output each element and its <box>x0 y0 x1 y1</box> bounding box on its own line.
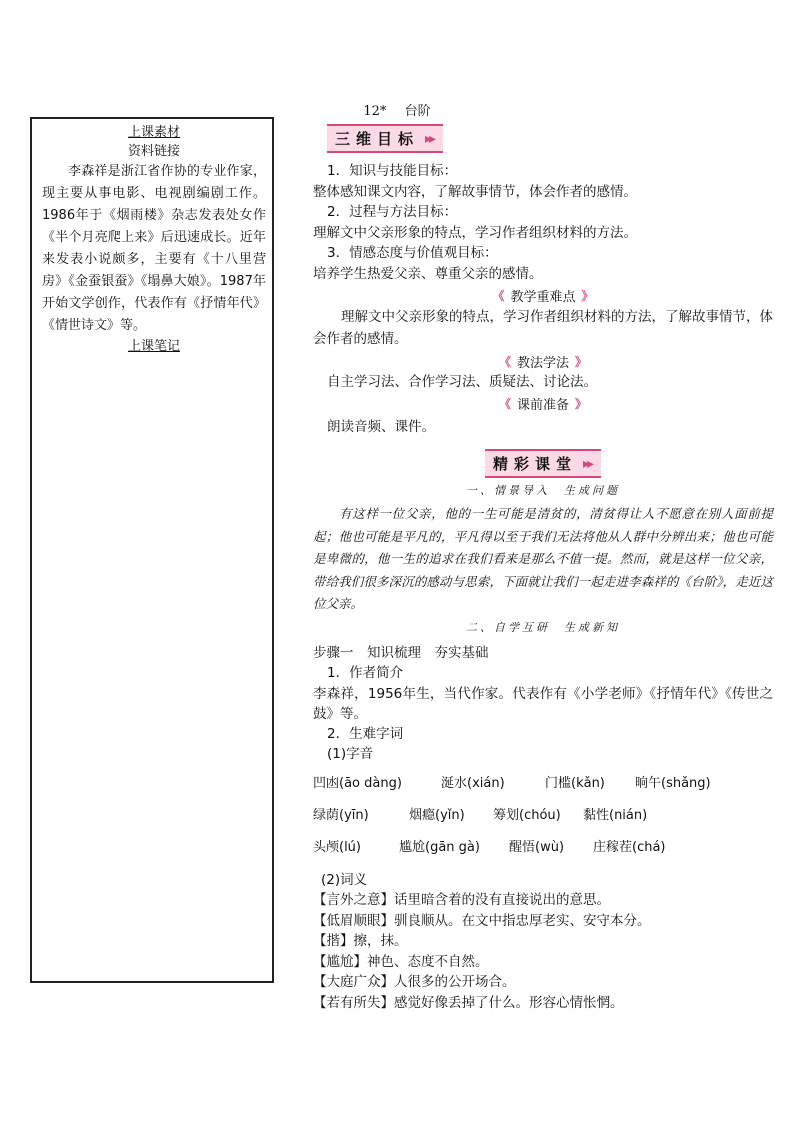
pron-item: 黏性(nián) <box>583 807 648 823</box>
pron-item: 头颅(lú) <box>313 839 361 855</box>
pron-item: 筹划(chóu) <box>493 807 561 823</box>
pron-item: 凹凼(āo dàng) <box>313 775 402 791</box>
meaning-def: 话里暗含着的没有直接说出的意思。 <box>394 892 610 908</box>
pron-item: 晌午(shǎng) <box>635 775 711 791</box>
right-chevron-icon: 》 <box>575 354 588 369</box>
pron-item: 涎水(xián) <box>441 775 505 791</box>
goal-line: 3．情感态度与价值观目标： <box>327 245 498 261</box>
meaning-item <box>313 911 773 932</box>
meaning-def: 驯良顺从。在文中指忠厚老实、安守本分。 <box>394 912 651 929</box>
goals-banner <box>327 124 443 153</box>
intro-paragraph: 有这样一位父亲，他的一生可能是清贫的，清贫得让人不愿意在别人面前提起；他也可能是平凡的，平凡得以至于我们无法将他从人群中分辨出来；他也可能是卑微的，他一生的追求在我们看来是那么不值一提。然而，就是这样一位父亲，带给我们很多深沉的感动与思索，下面就让我们一起走进李森祥的《台阶》，走近这位父亲。 <box>313 506 773 611</box>
left-chevron-icon: 《 <box>498 354 511 369</box>
right-chevron-icon: 》 <box>581 288 594 303</box>
meaning-def: 人很多的公开场合。 <box>394 974 516 990</box>
meaning-word: 【揩】 <box>313 933 354 949</box>
pron-item: 尴尬(gān gà) <box>399 839 480 855</box>
goals-list <box>313 161 773 284</box>
left-chevron-icon: 《 <box>498 397 511 411</box>
methods-pill <box>313 352 773 370</box>
meaning-item <box>313 972 773 993</box>
meaning-word: 【尴尬】 <box>313 953 367 970</box>
author-heading: 1．作者简介 <box>327 665 404 681</box>
goal-line: 1．知识与技能目标： <box>327 163 458 179</box>
left-chevron-icon: 《 <box>492 288 505 303</box>
meaning-item <box>313 993 773 1014</box>
lesson-number: 12* <box>363 104 387 119</box>
author-intro: 李森祥，1956年生，当代作家。代表作有《小学老师》《抒情年代》《传世之鼓》等。 <box>313 685 773 722</box>
pron-item: 绿荫(yīn) <box>313 807 369 823</box>
double-arrow-icon: ▸▸ <box>425 130 434 147</box>
meaning-def: 感觉好像丢掉了什么。形容心情怅惘。 <box>394 994 624 1011</box>
section-heading-1: 一、情景导入 生成问题 <box>466 484 620 497</box>
meaning-item <box>313 952 773 973</box>
classroom-banner <box>485 449 601 478</box>
prep-pill <box>313 395 773 413</box>
sidebar-notes <box>30 117 274 983</box>
meaning-def: 神色、态度不自然。 <box>367 953 489 970</box>
notes-title: 上课笔记 <box>127 339 180 354</box>
meaning-def: 擦，抹。 <box>353 933 408 949</box>
pron-item: 庄稼茬(chá) <box>593 839 666 855</box>
pron-item: 烟瘾(yǐn) <box>409 807 465 823</box>
meaning-word: 【大庭广众】 <box>313 974 394 990</box>
goals-banner-label: 三维目标 <box>335 130 420 148</box>
pron-heading: (1)字音 <box>327 746 374 762</box>
methods-text: 自主学习法、合作学习法、质疑法、讨论法。 <box>327 374 597 390</box>
step-one: 步骤一 知识梳理 夯实基础 <box>313 644 489 661</box>
meanings-list <box>313 890 773 1013</box>
pron-item: 醒悟(wù) <box>509 839 565 855</box>
material-title: 上课素材 <box>127 125 180 140</box>
goals-banner-wrap <box>313 124 773 153</box>
double-arrow-icon: ▸▸ <box>582 455 592 472</box>
meaning-item <box>313 890 773 911</box>
goal-line: 理解文中父亲形象的特点，学习作者组织材料的方法。 <box>313 224 637 241</box>
words-heading: 2．生难字词 <box>327 725 404 742</box>
pron-row <box>313 806 773 826</box>
classroom-banner-label: 精彩课堂 <box>492 455 577 473</box>
right-chevron-icon: 》 <box>575 397 588 411</box>
prep-label: 课前准备 <box>516 398 569 413</box>
goal-line: 培养学生热爱父亲、尊重父亲的感情。 <box>313 265 543 282</box>
pron-row <box>313 774 773 794</box>
meaning-item <box>313 931 773 952</box>
meaning-word: 【言外之意】 <box>313 892 394 908</box>
keypoints-pill <box>313 286 773 304</box>
meaning-heading: (2)词义 <box>321 871 368 888</box>
main-content <box>313 120 773 1013</box>
keypoints-text: 理解文中父亲形象的特点，学习作者组织材料的方法，了解故事情节，体会作者的感情。 <box>313 309 773 347</box>
goal-line: 整体感知课文内容，了解故事情节，体会作者的感情。 <box>313 183 637 200</box>
prep-text: 朗读音频、课件。 <box>327 418 435 435</box>
classroom-banner-wrap <box>313 449 773 478</box>
keypoints-label: 教学重难点 <box>510 289 576 305</box>
section-heading-2: 二、自学互研 生成新知 <box>466 620 620 634</box>
meaning-word: 【若有所失】 <box>313 994 394 1011</box>
methods-label: 教法学法 <box>516 355 569 371</box>
link-title: 资料链接 <box>127 144 180 159</box>
goal-line: 2．过程与方法目标： <box>327 204 458 220</box>
meaning-word: 【低眉顺眼】 <box>313 912 394 929</box>
author-bio: 李森祥是浙江省作协的专业作家，现主要从事电影、电视剧编剧工作。1986年于《烟雨楼》杂志发表处女作《半个月亮爬上来》后迅速成长。近年来发表小说颇多，主要有《十八里营房》《金蚕银蚕》《塌鼻大娘》。1987年开始文学创作，代表作有《抒情年代》《情世诗文》等。 <box>42 164 266 333</box>
pron-item: 门槛(kǎn) <box>545 775 605 791</box>
lesson-name: 台阶 <box>404 104 431 119</box>
pron-row <box>313 838 773 858</box>
